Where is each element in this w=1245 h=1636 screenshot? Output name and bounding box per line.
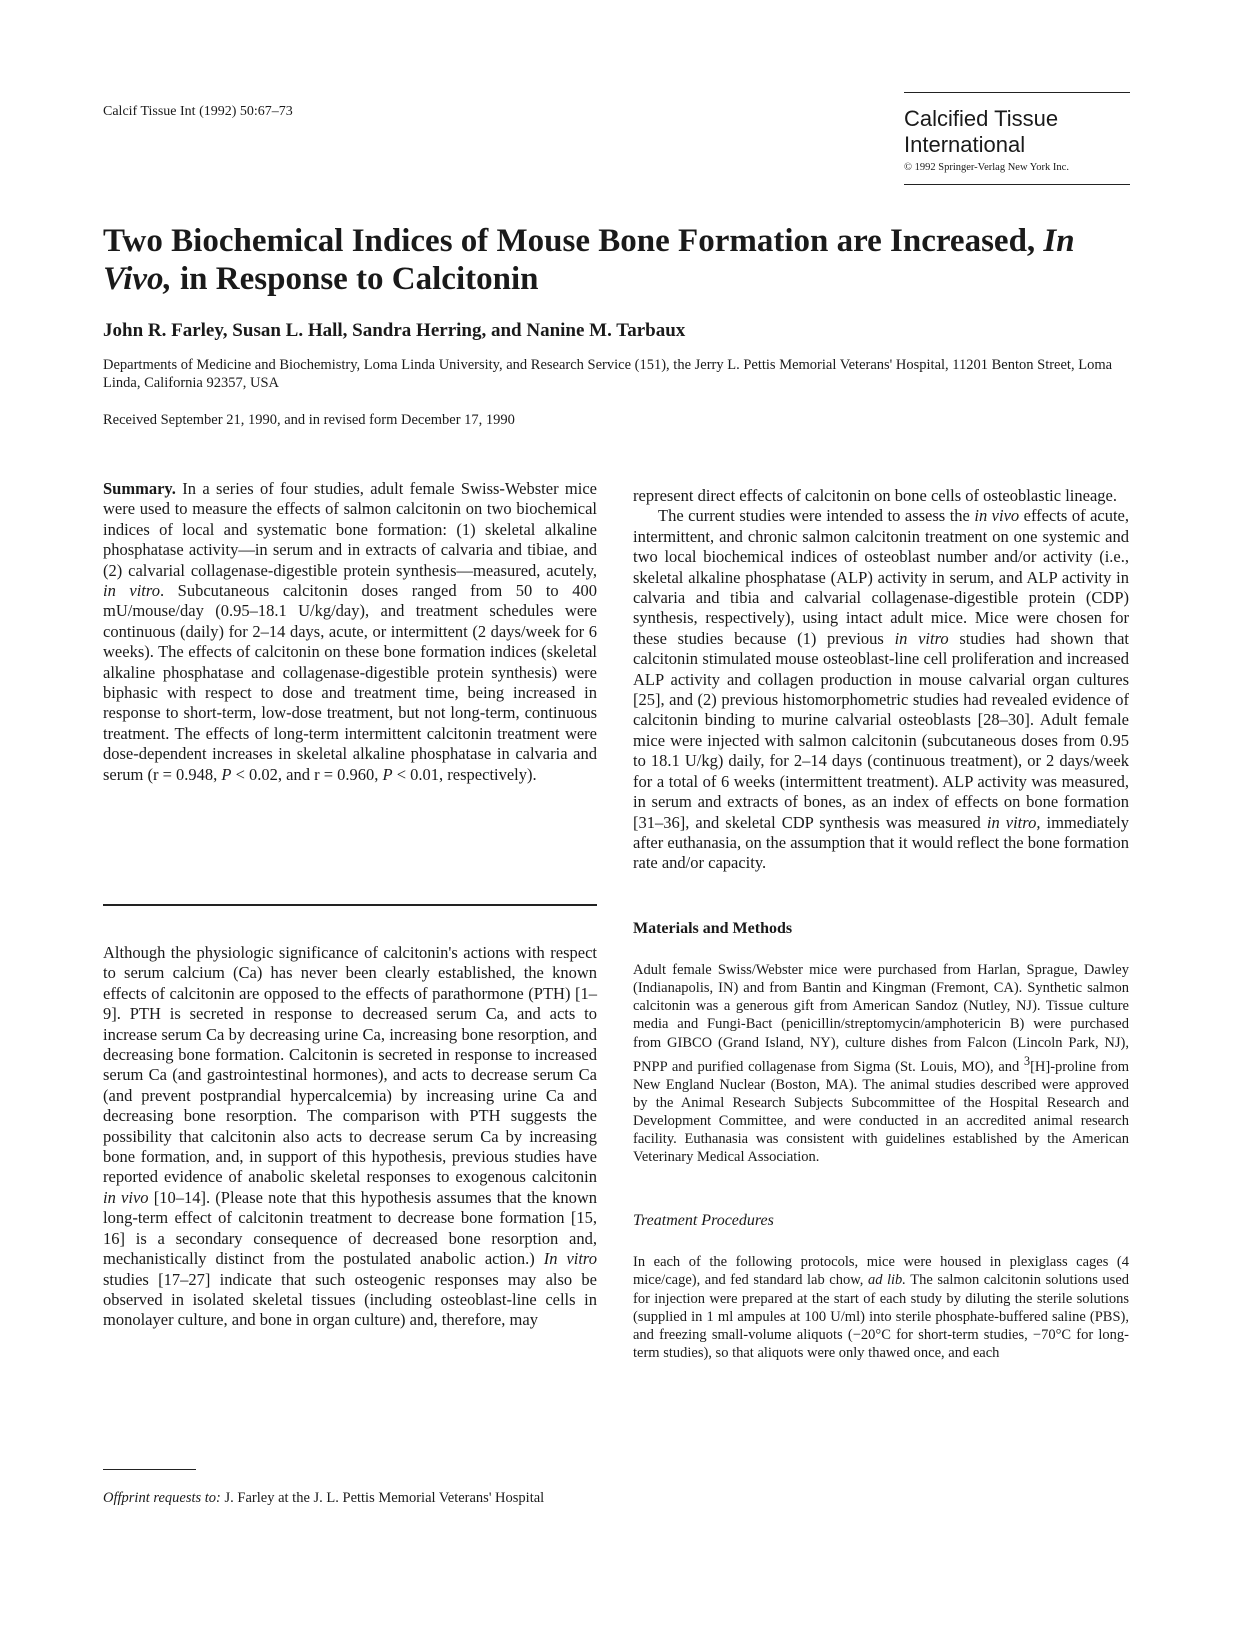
treatment-text-1: In each of the following protocols, mice were housed in plexiglass cages (4 mice/cage), and fed standard lab chow, [633, 1254, 1129, 1289]
intro-text-1: Although the physiologic significance of calcitonin's actions with respect to serum calcium (Ca) has never been clearly established, the known effects of calcitonin are opposed to the effects of parathormone (PTH) [1–9]. PTH is secreted in response to decreased serum Ca, and acts to increase serum Ca by decreasing urine Ca, increasing bone resorption, and decreasing bone formation. Calcitonin is secreted in response to increased serum Ca (and gastrointestinal hormones), and acts to decrease serum Ca (and prevent postprandial hypercalcemia) by increasing urine Ca and decreasing bone resorption. The comparison with PTH suggests the possibility that calcitonin also acts to decrease serum Ca by increasing bone formation, and, in support of this hypothesis, previous studies have reported evidence of anabolic skeletal responses to exogenous calcitonin [103, 943, 597, 1187]
intro-text-3: studies [17–27] indicate that such osteogenic responses may also be observed in isolated skeletal tissues (including osteoblast-line cells in monolayer culture, and bone in organ culture) and, therefore, may [103, 1269, 597, 1330]
title-rest: in Response to Calcitonin [171, 261, 539, 297]
offprint-footnote [103, 1489, 597, 1507]
aims-italic-1: in vivo [974, 506, 1020, 526]
summary-text-4: < 0.01, respectively). [392, 764, 537, 784]
treatment-text-2: The salmon calcitonin solutions used for injection were prepared at the start of each study by diluting the sterile solutions (supplied in 1 ml ampules at 100 U/ml) into sterile phosphate-buffered saline (PBS), and freezing small-volume aliquots (−20°C for short-term studies, −70°C for long-term studies), so that aliquots were only thawed once, and each [633, 1272, 1129, 1361]
footnote-label: Offprint requests to: [103, 1490, 221, 1506]
summary-text-1: In a series of four studies, adult female Swiss-Webster mice were used to measure the effects of salmon calcitonin on two biochemical indices of local and systematic bone formation: (1) skeletal alkaline phosphatase activity—in serum and in extracts of calvaria and tibiae, and (2) calvarial collagenase-digestible protein synthesis—measured, acutely, [103, 479, 597, 580]
article-title [103, 222, 1133, 298]
title-vivo: Vivo, [103, 261, 172, 297]
summary-italic-in-vitro: in vitro [103, 581, 160, 601]
affiliation: Departments of Medicine and Biochemistry, Loma Linda University, and Research Service (151), the Jerry L. Pettis Memorial Veterans' Hospital, 11201 Benton Street, Loma Linda, California 92357, USA [103, 357, 1113, 391]
aims-text-3: studies had shown that calcitonin stimulated mouse osteoblast-line cell proliferation and increased ALP activity and collagen production in mouse calvarial organ cultures [25], and (2) previous histomorphometric studies had revealed evidence of calcitonin binding to murine calvarial osteoblasts [28–30]. Adult female mice were injected with salmon calcitonin (subcutaneous doses from 0.95 to 18.1 U/kg) daily, for 2–14 days (continuous treatment), or 2 days/week for a total of 6 weeks (intermittent treatment). ALP activity was measured, in serum and extracts of bones, as an index of effects on bone formation [31–36], and skeletal CDP synthesis was measured [633, 628, 1129, 832]
journal-top-rule [904, 92, 1130, 93]
aims-italic-2: in vitro [894, 628, 949, 648]
footnote-text: J. Farley at the J. L. Pettis Memorial Veterans' Hospital [220, 1490, 545, 1506]
journal-copyright: © 1992 Springer-Verlag New York Inc. [904, 162, 1069, 173]
aims-text-4: immediately after euthanasia, on the assumption that it would reflect the bone formation rate and/or capacity. [633, 812, 1129, 873]
right-column [633, 486, 1129, 1362]
aims-italic-3: in vitro, [986, 812, 1041, 832]
footnote-divider [103, 1469, 196, 1470]
materials-superscript: 3 [1024, 1053, 1031, 1068]
aims-text-2: effects of acute, intermittent, and chronic salmon calcitonin treatment on one systemic and two local biochemical indices of osteoblast number and/or activity (i.e., skeletal alkaline phosphatase (ALP) activity in serum, and ALP activity in calvaria and tibia and calvarial collagenase-digestible protein (CDP) synthesis, respectively), using intact adult mice. Mice were chosen for these studies because (1) previous [633, 506, 1129, 648]
summary-p-symbol-2: P [382, 764, 393, 784]
aims-text-1: The current studies were intended to assess the [658, 506, 975, 526]
received-dates: Received September 21, 1990, and in revised form December 17, 1990 [103, 412, 515, 428]
summary-abstract [103, 479, 597, 785]
journal-name [904, 106, 1130, 158]
title-main: Two Biochemical Indices of Mouse Bone Formation are Increased, [103, 223, 1044, 259]
study-aims-paragraph [633, 506, 1129, 873]
intro-text-2: [10–14]. (Please note that this hypothesis assumes that the known long-term effect of calcitonin treatment to decrease bone formation [15, 16] is a secondary consequence of decreased bone resorption and, mechanistically distinct from the postulated anabolic action.) [103, 1187, 597, 1269]
journal-citation: Calcif Tissue Int (1992) 50:67–73 [103, 104, 293, 119]
introduction-paragraph [103, 943, 597, 1331]
summary-divider [103, 904, 597, 906]
materials-methods-heading: Materials and Methods [633, 919, 793, 937]
summary-label: Summary. [103, 479, 176, 498]
summary-p-symbol-1: P [221, 764, 232, 784]
intro-italic-in-vivo: in vivo [103, 1187, 149, 1207]
summary-text-2: . Subcutaneous calcitonin doses ranged from 50 to 400 mU/mouse/day (0.95–18.1 U/kg/day), and treatment schedules were continuous (daily) for 2–14 days, acute, or intermittent (2 days/week for 6 weeks). The effects of calcitonin on these bone formation indices (skeletal alkaline phosphatase and collagenase-digestible protein synthesis) were biphasic with respect to dose and treatment time, being increased in response to short-term, low-dose treatment, but not long-term, continuous treatment. The effects of long-term intermittent calcitonin treatment were dose-dependent increases in skeletal alkaline phosphatase in calvaria and serum (r = 0.948, [103, 581, 597, 784]
materials-text-1: Adult female Swiss/Webster mice were purchased from Harlan, Sprague, Dawley (Indianapolis, IN) and from Bantin and Kingman (Fremont, CA). Synthetic salmon calcitonin was a generous gift from American Sandoz (Nutley, NJ). Tissue culture media and Fungi-Bact (penicillin/streptomycin/amphotericin B) were purchased from GIBCO (Grand Island, NY), culture dishes from Falcon (Lincoln Park, NJ), PNPP and purified collagenase from Sigma (St. Louis, MO), and [633, 962, 1129, 1075]
treatment-italic: ad lib. [867, 1272, 906, 1289]
journal-name-line-2: International [904, 132, 1026, 157]
journal-name-line-1: Calcified Tissue [904, 106, 1059, 131]
materials-text-2: [H]-proline from New England Nuclear (Boston, MA). The animal studies described were approved by the Animal Research Subjects Subcommittee of the Hospital Research and Development Committee, and were conducted in an accredited animal research facility. Euthanasia was consistent with guidelines established by the American Veterinary Medical Association. [633, 1058, 1129, 1165]
materials-paragraph [633, 961, 1129, 1166]
treatment-paragraph [633, 1253, 1129, 1362]
journal-bottom-rule [904, 184, 1130, 185]
treatment-procedures-heading: Treatment Procedures [633, 1211, 774, 1229]
intro-italic-in-vitro: In vitro [543, 1249, 597, 1269]
summary-text-3: < 0.02, and r = 0.960, [231, 764, 383, 784]
author-list: John R. Farley, Susan L. Hall, Sandra Herring, and Nanine M. Tarbaux [103, 320, 686, 341]
intro-continuation: represent direct effects of calcitonin on bone cells of osteoblastic lineage. [633, 486, 1117, 505]
title-in: In [1043, 223, 1075, 259]
